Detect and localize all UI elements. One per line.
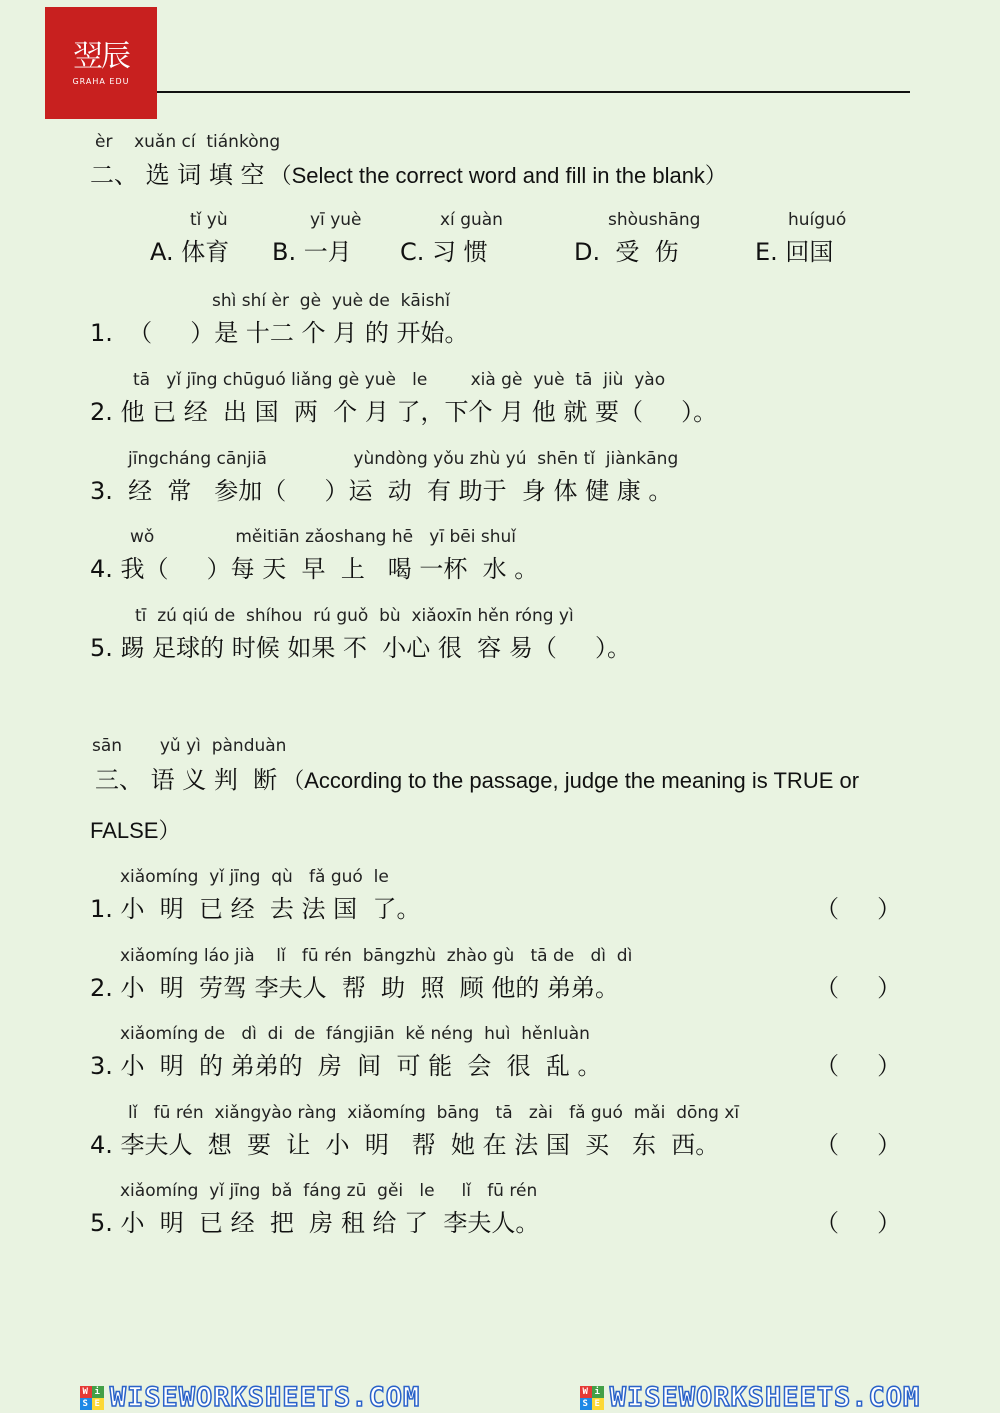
option-d-pinyin: shòushāng xyxy=(608,210,701,230)
s2-q1-pinyin: shì shí èr gè yuè de kāishǐ xyxy=(212,291,450,311)
logo-glyphs: 翌​辰 xyxy=(73,38,129,74)
option-d: D. 受 伤 xyxy=(574,238,679,266)
option-a: A. 体育 xyxy=(150,238,230,266)
s3-q1-text: 1. 小 明 已 经 去 法 国 了。 xyxy=(90,895,421,923)
wise-badge-icon: W i S E xyxy=(80,1386,104,1410)
s2-q5-pinyin: tī zú qiú de shíhou rú guǒ bù xiǎoxīn hěn róng yì xyxy=(135,606,574,626)
s3-q2-pinyin: xiǎomíng láo jià lǐ fū rén bāngzhù zhào gù tā de dì dì xyxy=(120,946,633,966)
s3-q1-pinyin: xiǎomíng yǐ jīng qù fǎ guó le xyxy=(120,867,389,887)
s2-q3-text[interactable]: 3. 经 常 参加（ ）运 动 有 助于 身 体 健 康 。 xyxy=(90,477,673,505)
watermark-text: WISEWORKSHEETS.COM xyxy=(109,1381,421,1413)
s3-q4-answer[interactable]: （ ） xyxy=(815,1131,902,1159)
s3-q2-answer[interactable]: （ ） xyxy=(815,974,902,1002)
s3-q3-text: 3. 小 明 的 弟弟的 房 间 可 能 会 很 乱 。 xyxy=(90,1052,602,1080)
s2-q2-pinyin: tā yǐ jīng chūguó liǎng gè yuè le xià gè yuè tā jiù yào xyxy=(133,370,666,390)
wise-badge-icon: W i S E xyxy=(580,1386,604,1410)
s3-q1-answer[interactable]: （ ） xyxy=(815,895,902,923)
s3-q5-pinyin: xiǎomíng yǐ jīng bǎ fáng zū gěi le lǐ fū rén xyxy=(120,1181,538,1201)
s2-q4-pinyin: wǒ měitiān zǎoshang hē yī bēi shuǐ xyxy=(130,527,516,547)
s2-q3-pinyin: jīngcháng cānjiā yùndòng yǒu zhù yú shēn tǐ jiànkāng xyxy=(128,449,679,469)
s2-q2-text[interactable]: 2. 他 已 经 出 国 两 个 月 了，下个 月 他 就 要（ ）。 xyxy=(90,398,718,426)
header-rule xyxy=(157,91,910,93)
s2-q1-text[interactable]: 1. （ ）是 十二 个 月 的 开始。 xyxy=(90,319,469,347)
watermark-footer xyxy=(0,1381,1000,1413)
section2-title xyxy=(90,155,727,190)
s3-q3-pinyin: xiǎomíng de dì di de fángjiān kě néng huì hěnluàn xyxy=(120,1024,590,1044)
s3-q4-pinyin: lǐ fū rén xiǎngyào ràng xiǎomíng bāng tā zài fǎ guó mǎi dōng xī xyxy=(128,1103,740,1123)
section3-heading: 三、 语 义 判 断 xyxy=(95,766,278,794)
s2-q5-text[interactable]: 5. 踢 足球的 时候 如果 不 小心 很 容 易（ ）。 xyxy=(90,634,631,662)
s3-q5-answer[interactable]: （ ） xyxy=(815,1209,902,1237)
section2-pinyin: èr xuǎn cí tiánkòng xyxy=(95,132,281,152)
watermark-group-1 xyxy=(80,1382,421,1413)
watermark-group-2 xyxy=(580,1382,921,1413)
option-c: C. 习 惯 xyxy=(400,238,488,266)
option-c-pinyin: xí guàn xyxy=(440,210,503,230)
section3-instruction-cont: FALSE） xyxy=(90,818,181,843)
option-a-pinyin: tǐ yù xyxy=(190,210,228,230)
s2-q4-text[interactable]: 4. 我（ ）每 天 早 上 喝 一杯 水 。 xyxy=(90,555,539,583)
section3-instruction: （According to the passage, judge the meaning is TRUE or xyxy=(282,768,860,793)
option-b-pinyin: yī yuè xyxy=(310,210,362,230)
section3-pinyin: sān yǔ yì pànduàn xyxy=(92,736,287,756)
s3-q4-text: 4. 李夫人 想 要 让 小 明 帮 她 在 法 国 买 东 西。 xyxy=(90,1131,720,1159)
option-e-pinyin: huíguó xyxy=(788,210,847,230)
s3-q2-text: 2. 小 明 劳驾 李夫人 帮 助 照 顾 他的 弟弟。 xyxy=(90,974,619,1002)
watermark-text: WISEWORKSHEETS.COM xyxy=(609,1381,921,1413)
section2-heading: 二、 选 词 填 空 xyxy=(90,161,265,189)
option-b: B. 一月 xyxy=(272,238,352,266)
s3-q5-text: 5. 小 明 已 经 把 房 租 给 了 李夫人。 xyxy=(90,1209,540,1237)
option-e: E. 回国 xyxy=(755,238,834,266)
section2-instruction: （Select the correct word and fill in the blank） xyxy=(269,163,727,188)
section3-title xyxy=(95,760,859,795)
graha-edu-logo xyxy=(45,7,157,119)
s3-q3-answer[interactable]: （ ） xyxy=(815,1052,902,1080)
logo-caption: GRAHA EDU xyxy=(72,76,130,86)
